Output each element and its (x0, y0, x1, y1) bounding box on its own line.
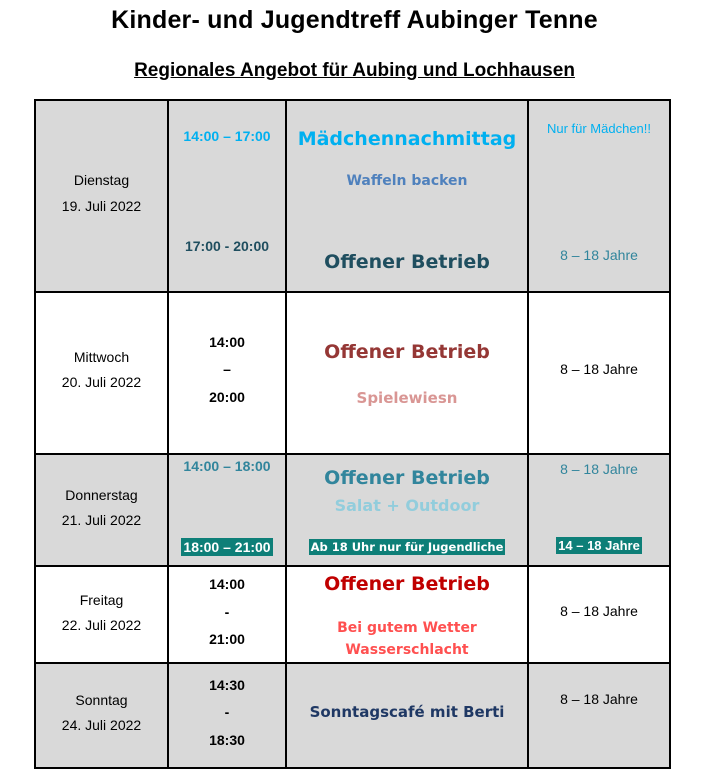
activity-note-highlight: Ab 18 Uhr nur für Jugendliche (310, 540, 504, 554)
page-subtitle: Regionales Angebot für Aubing und Lochhausen (134, 60, 575, 81)
day-cell (35, 292, 168, 454)
grid-line (34, 453, 671, 455)
day-label: Mittwoch (73, 349, 130, 365)
time-end: 21:00 (209, 631, 245, 647)
time-start: 14:00 (209, 334, 245, 350)
grid-line (669, 99, 671, 769)
activity-title: Offener Betrieb (324, 467, 490, 489)
page-title: Kinder- und Jugendtreff Aubinger Tenne (111, 6, 598, 34)
date-label: 21. Juli 2022 (61, 512, 142, 528)
time-slot: 14:00 – 18:00 (183, 458, 271, 474)
age-cell (528, 100, 670, 292)
day-label: Donnerstag (65, 487, 138, 503)
grid-line (34, 565, 671, 567)
age-label-highlight: 14 – 18 Jahre (558, 538, 640, 553)
activity-title: Offener Betrieb (324, 251, 490, 273)
time-start: 14:00 (209, 576, 245, 592)
grid-line (34, 662, 671, 664)
time-end: 18:30 (209, 732, 245, 748)
age-cell (528, 566, 670, 663)
activity-subtitle: Bei gutem Wetter (337, 620, 477, 636)
date-label: 20. Juli 2022 (61, 374, 142, 390)
grid-line (34, 99, 36, 769)
time-cell (168, 292, 286, 454)
day-cell (35, 100, 168, 292)
activity-title: Offener Betrieb (324, 341, 490, 363)
time-slot: 17:00 - 20:00 (184, 238, 270, 254)
date-label: 24. Juli 2022 (61, 717, 142, 733)
activity-cell (286, 292, 528, 454)
time-cell (168, 663, 286, 768)
day-cell (35, 566, 168, 663)
time-cell (168, 454, 286, 566)
activity-cell (286, 454, 528, 566)
day-label: Sonntag (75, 692, 128, 708)
activity-title: Mädchennachmittag (297, 128, 517, 150)
grid-line (527, 99, 529, 769)
day-label: Dienstag (73, 172, 130, 188)
date-label: 19. Juli 2022 (61, 198, 142, 214)
activity-subtitle: Spielewiesn (356, 389, 458, 407)
activity-title: Sonntagscafé mit Berti (309, 703, 505, 721)
grid-line (285, 99, 287, 769)
time-cell (168, 100, 286, 292)
age-label: 8 – 18 Jahre (560, 603, 638, 619)
age-cell (528, 454, 670, 566)
activity-cell (286, 663, 528, 768)
age-label: 8 – 18 Jahre (560, 361, 638, 377)
grid-line (34, 291, 671, 293)
time-slot: 14:00 – 17:00 (183, 128, 271, 144)
activity-title: Offener Betrieb (324, 573, 490, 595)
time-cell (168, 566, 286, 663)
age-cell (528, 663, 670, 768)
note-label: Nur für Mädchen!! (546, 121, 652, 136)
time-end: 20:00 (209, 389, 245, 405)
activity-cell (286, 100, 528, 292)
activity-cell (286, 566, 528, 663)
age-cell (528, 292, 670, 454)
age-label: 8 – 18 Jahre (560, 247, 638, 263)
time-separator: – (223, 361, 231, 377)
time-slot-highlight: 18:00 – 21:00 (183, 539, 271, 555)
grid-line (34, 99, 671, 101)
time-separator: - (224, 604, 230, 620)
activity-subtitle: Waffeln backen (346, 173, 468, 189)
age-label: 8 – 18 Jahre (560, 691, 638, 707)
time-start: 14:30 (209, 677, 245, 693)
age-label: 8 – 18 Jahre (560, 461, 638, 477)
activity-subtitle: Salat + Outdoor (334, 496, 480, 515)
day-cell (35, 663, 168, 768)
date-label: 22. Juli 2022 (61, 617, 142, 633)
activity-subtitle: Wasserschlacht (345, 642, 469, 658)
day-label: Freitag (79, 592, 124, 608)
time-separator: - (224, 704, 230, 720)
grid-line (34, 767, 671, 769)
day-cell (35, 454, 168, 566)
grid-line (167, 99, 169, 769)
